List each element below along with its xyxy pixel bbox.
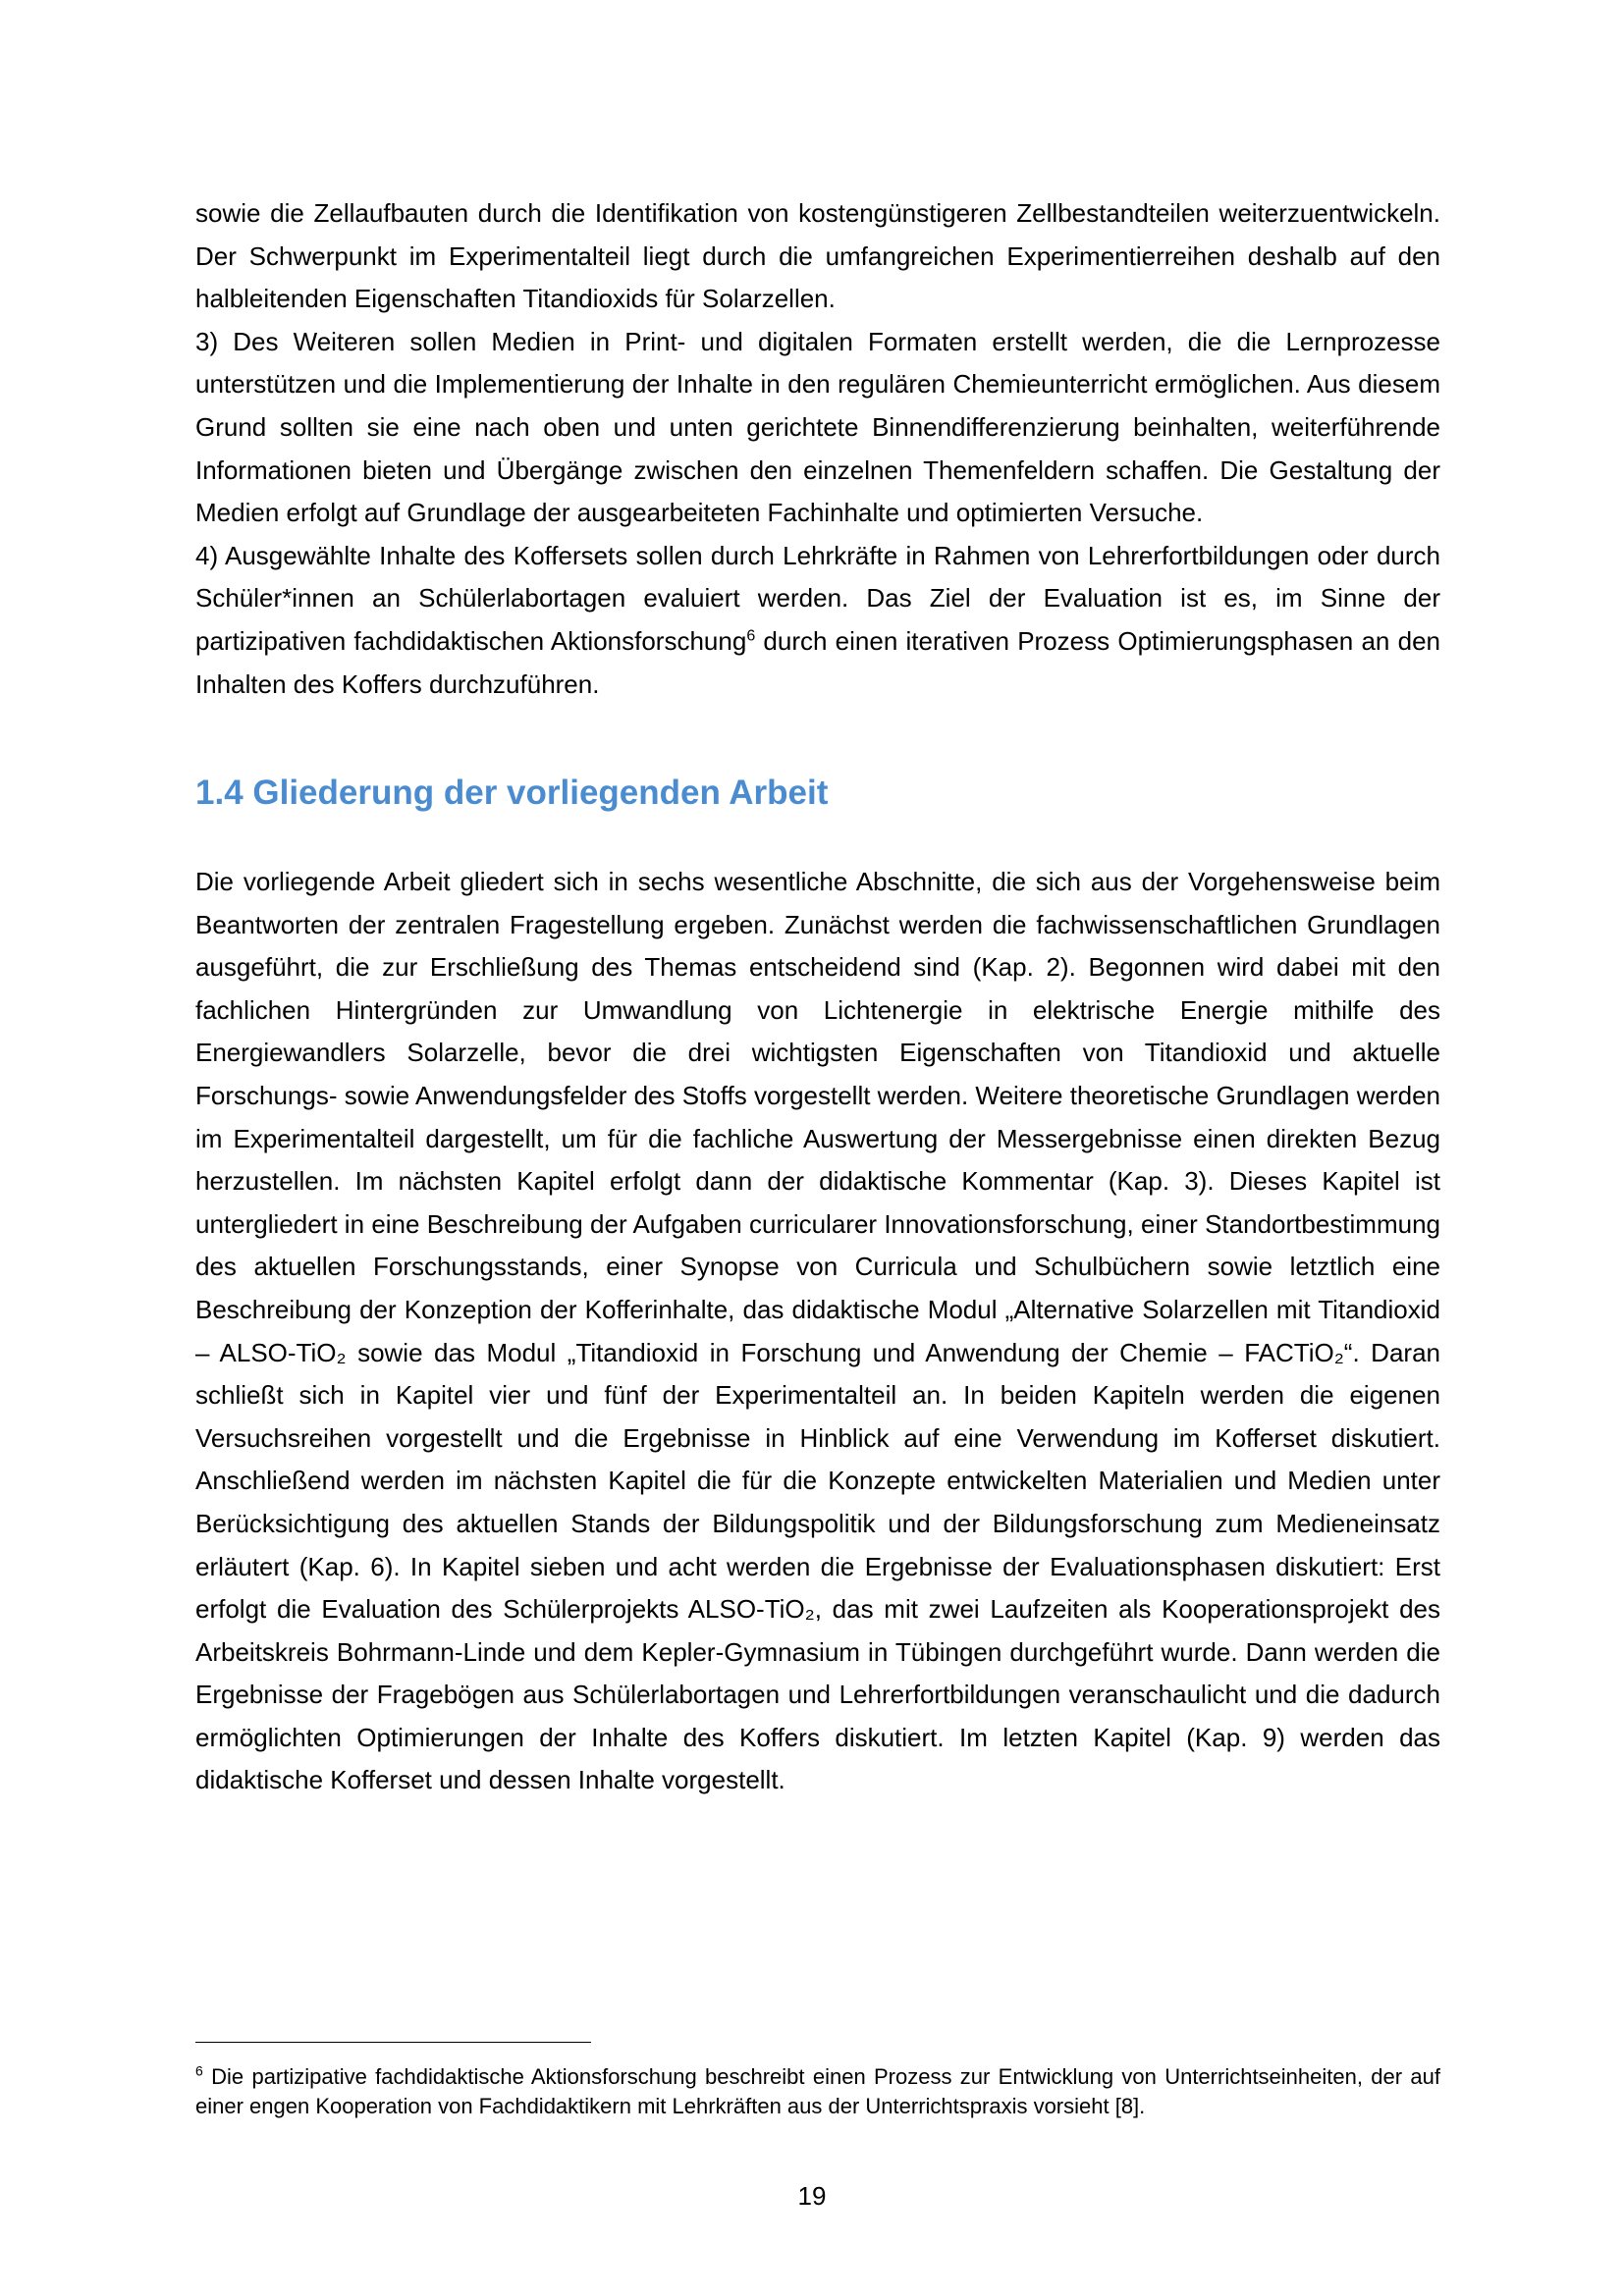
footnote-text: Die partizipative fachdidaktische Aktionsforschung beschreibt einen Prozess zur Entwicklung von Unterrichtseinheiten, der auf einer engen Kooperation von Fachdidaktikern mit Lehrkräften aus der Unterrichtspraxis vorsieht [8]. [195, 2064, 1440, 2118]
section-heading: 1.4 Gliederung der vorliegenden Arbeit [195, 774, 829, 812]
page-number: 19 [797, 2181, 827, 2211]
paragraph-point-4-evaluation [195, 535, 1440, 706]
paragraph-point-3-media: 3) Des Weiteren sollen Medien in Print- und digitalen Formaten erstellt werden, die die Lernprozesse unterstützen und die Implementierung der Inhalte in den regulären Chemieunterricht ermöglichen. Aus diesem Grund sollten sie eine nach oben und unten gerichtete Binnendifferenzierung beinhalten, weiterführende Informationen bieten und Übergänge zwischen den einzelnen Themenfeldern schaffen. Die Gestaltung der Medien erfolgt auf Grundlage der ausgearbeiteten Fachinhalte und optimierten Versuche. [195, 326, 1440, 528]
paragraph-point-4-text: 4) Ausgewählte Inhalte des Koffersets sollen durch Lehrkräfte in Rahmen von Lehrerfortbildungen oder durch Schüler*innen an Schülerlabortagen evaluiert werden. Das Ziel der Evaluation ist es, im Sinne der partizipativen fachdidaktischen Aktionsforschung [195, 540, 1440, 656]
paragraph-cell-structures: sowie die Zellaufbauten durch die Identifikation von kostengünstigeren Zellbestandteilen weiterzuentwickeln. Der Schwerpunkt im Experimentalteil liegt durch die umfangreichen Experimentierreihen deshalb auf den halbleitenden Eigenschaften Titandioxids für Solarzellen. [195, 198, 1440, 314]
paragraph-point-4-text-end: durch einen iterativen Prozess Optimierungsphasen an den Inhalten des Koffers durchzuführen. [195, 625, 1440, 699]
footnote-reference-6[interactable]: 6 [746, 627, 756, 645]
footnote-number: 6 [195, 2062, 203, 2079]
body-text-block [195, 192, 1440, 706]
footnote [195, 2062, 1440, 2121]
footnote-separator [195, 2042, 591, 2043]
section-text-block [195, 861, 1440, 1802]
paragraph-structure-overview: Die vorliegende Arbeit gliedert sich in sechs wesentliche Abschnitte, die sich aus der Vorgehensweise beim Beantworten der zentralen Fragestellung ergeben. Zunächst werden die fachwissenschaftlichen Grundlagen ausgeführt, die zur Erschließung des Themas entscheidend sind (Kap. 2). Begonnen wird dabei mit den fachlichen Hintergründen zur Umwandlung von Lichtenergie in elektrische Energie mithilfe des Energiewandlers Solarzelle, bevor die drei wichtigsten Eigenschaften von Titandioxid und aktuelle Forschungs- sowie Anwendungsfelder des Stoffs vorgestellt werden. Weitere theoretische Grundlagen werden im Experimentalteil dargestellt, um für die fachliche Auswertung der Messergebnisse einen direkten Bezug herzustellen. Im nächsten Kapitel erfolgt dann der didaktische Kommentar (Kap. 3). Dieses Kapitel ist untergliedert in eine Beschreibung der Aufgaben curricularer Innovationsforschung, einer Standortbestimmung des aktuellen Forschungsstands, einer Synopse von Curricula und Schulbüchern sowie letztlich eine Beschreibung der Konzeption der Kofferinhalte, das didaktische Modul „Alternative Solarzellen mit Titandioxid – ALSO-TiO₂ sowie das Modul „Titandioxid in Forschung und Anwendung der Chemie – FACTiO₂“. Daran schließt sich in Kapitel vier und fünf der Experimentalteil an. In beiden Kapiteln werden die eigenen Versuchsreihen vorgestellt und die Ergebnisse in Hinblick auf eine Verwendung im Kofferset diskutiert. Anschließend werden im nächsten Kapitel die für die Konzepte entwickelten Materialien und Medien unter Berücksichtigung des aktuellen Stands der Bildungspolitik und der Bildungsforschung zum Medieneinsatz erläutert (Kap. 6). In Kapitel sieben und acht werden die Ergebnisse der Evaluationsphasen diskutiert: Erst erfolgt die Evaluation des Schülerprojekts ALSO-TiO₂, das mit zwei Laufzeiten als Kooperationsprojekt des Arbeitskreis Bohrmann-Linde und dem Kepler-Gymnasium in Tübingen durchgeführt wurde. Dann werden die Ergebnisse der Fragebögen aus Schülerlabortagen und Lehrerfortbildungen veranschaulicht und die dadurch ermöglichten Optimierungen der Inhalte des Koffers diskutiert. Im letzten Kapitel (Kap. 9) werden das didaktische Kofferset und dessen Inhalte vorgestellt. [195, 867, 1440, 1795]
